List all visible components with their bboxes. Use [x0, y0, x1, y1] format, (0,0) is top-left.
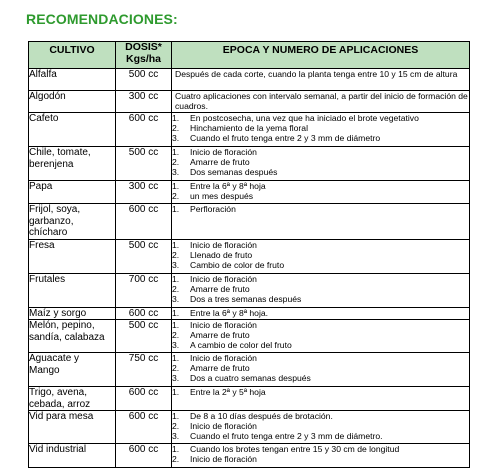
list-item: [172, 421, 469, 431]
list-item: [172, 113, 469, 123]
step-number: 2.: [172, 123, 180, 133]
list-item: [172, 373, 469, 383]
recommendations-table: [28, 41, 470, 468]
step-text: Entre la 2ª y 5ª hoja: [190, 387, 266, 397]
epoca-cell: [172, 91, 470, 113]
epoca-cell: [172, 387, 470, 411]
cultivo-line: Cafeto: [29, 113, 59, 124]
epoca-cell: [172, 181, 470, 204]
list-item: [172, 411, 469, 421]
cultivo-line: Aguacate y: [29, 353, 80, 364]
cultivo-line: Frutales: [29, 273, 66, 285]
step-text: Dos a tres semanas después: [190, 293, 302, 304]
step-number: 1.: [172, 113, 180, 123]
table-row: [29, 444, 470, 468]
step-number: 1.: [172, 387, 180, 397]
cultivo-cell: [29, 307, 116, 320]
step-number: 2.: [172, 283, 180, 294]
table-row: [29, 113, 470, 147]
list-item: [172, 320, 469, 330]
dosis-cell: 500 cc: [116, 147, 172, 181]
header-epoca: EPOCA Y NUMERO DE APLICACIONES: [172, 42, 470, 69]
step-text: Amarre de fruto: [190, 283, 250, 294]
step-number: 2.: [172, 330, 180, 340]
table-row: [29, 307, 470, 320]
step-text: Inicio de floración: [190, 147, 257, 157]
step-number: 3.: [172, 373, 180, 383]
step-number: 1.: [172, 353, 180, 363]
step-number: 2.: [172, 421, 180, 431]
header-cultivo: CULTIVO: [29, 42, 116, 69]
steps-list: [172, 308, 469, 318]
table-row: [29, 147, 470, 181]
page-title: RECOMENDACIONES:: [26, 11, 178, 27]
header-dosis-line1: DOSIS*: [125, 41, 162, 53]
table-row: [29, 69, 470, 91]
dosis-cell: 500 cc: [116, 239, 172, 273]
cultivo-line: Trigo, avena,: [29, 387, 87, 398]
steps-list: [172, 387, 469, 397]
list-item: [172, 274, 469, 284]
cultivo-line: sandía, calabaza: [29, 331, 105, 343]
epoca-cell: [172, 307, 470, 320]
steps-list: [172, 181, 469, 201]
step-text: En postcosecha, una vez que ha iniciado el brote vegetativo: [190, 113, 419, 123]
step-number: 1.: [172, 320, 180, 330]
cultivo-line: cebada, arroz: [29, 398, 91, 410]
cultivo-line: Chile, tomate,: [29, 147, 91, 158]
step-number: 1.: [172, 204, 180, 214]
list-item: [172, 260, 469, 270]
step-number: 3.: [172, 167, 180, 177]
step-text: Perfloración: [190, 204, 236, 214]
cultivo-cell: [29, 91, 116, 113]
step-text: Inicio de floración: [190, 353, 257, 363]
step-text: De 8 a 10 días después de brotación.: [190, 411, 333, 421]
step-text: Inicio de floración: [190, 320, 257, 330]
cultivo-line: Alfalfa: [29, 69, 57, 80]
step-number: 1.: [172, 273, 180, 284]
cultivo-line: Vid industrial: [29, 444, 87, 455]
table-row: [29, 411, 470, 444]
step-text: Llenado de fruto: [190, 249, 253, 260]
steps-list: [172, 113, 469, 143]
list-item: [172, 250, 469, 260]
cultivo-line: Melón, pepino,: [29, 320, 95, 331]
list-item: [172, 294, 469, 304]
table-row: [29, 273, 470, 307]
list-item: [172, 444, 469, 454]
dosis-cell: 500 cc: [116, 320, 172, 353]
step-text: un mes después: [190, 191, 254, 201]
list-item: [172, 240, 469, 250]
cultivo-cell: [29, 444, 116, 468]
cultivo-cell: [29, 204, 116, 240]
step-text: Amarre de fruto: [190, 363, 250, 373]
dosis-cell: 300 cc: [116, 181, 172, 204]
cultivo-line: Algodón: [29, 91, 66, 102]
steps-list: [172, 204, 469, 214]
cultivo-line: berenjena: [29, 158, 74, 170]
steps-list: [172, 240, 469, 270]
cultivo-line: Maíz y sorgo: [29, 307, 87, 319]
step-text: Inicio de floración: [190, 239, 257, 250]
step-number: 1.: [172, 147, 180, 157]
list-item: [172, 353, 469, 363]
table-row: [29, 320, 470, 353]
cultivo-cell: [29, 273, 116, 307]
dosis-cell: 600 cc: [116, 444, 172, 468]
list-item: [172, 454, 469, 464]
list-item: [172, 204, 469, 214]
step-number: 3.: [172, 259, 180, 270]
steps-list: [172, 147, 469, 177]
step-text: Dos semanas después: [190, 167, 278, 177]
cultivo-cell: [29, 411, 116, 444]
list-item: [172, 191, 469, 201]
step-number: 1.: [172, 411, 180, 421]
table-row: [29, 91, 470, 113]
step-number: 3.: [172, 133, 180, 143]
table-row: [29, 387, 470, 411]
step-text: Amarre de fruto: [190, 330, 250, 340]
step-text: Amarre de fruto: [190, 157, 250, 167]
epoca-cell: [172, 113, 470, 147]
cultivo-line: Papa: [29, 181, 53, 192]
list-item: [172, 181, 469, 191]
steps-list: [172, 444, 469, 464]
step-text: Cuando los brotes tengan entre 15 y 30 cm de longitud: [190, 444, 400, 454]
steps-list: [172, 353, 469, 383]
cultivo-line: Vid para mesa: [29, 411, 94, 422]
epoca-cell: [172, 411, 470, 444]
step-number: 2.: [172, 249, 180, 260]
cultivo-line: Mango: [29, 364, 60, 376]
step-number: 2.: [172, 157, 180, 167]
epoca-text: Después de cada corte, cuando la planta tenga entre 10 y 15 cm de altura: [175, 69, 458, 79]
step-text: Dos a cuatro semanas después: [190, 373, 311, 383]
cultivo-cell: [29, 387, 116, 411]
step-number: 2.: [172, 191, 180, 201]
header-dosis: [116, 42, 172, 69]
epoca-cell: [172, 147, 470, 181]
epoca-cell: [172, 69, 470, 91]
step-text: Cambio de color de fruto: [190, 259, 285, 270]
steps-list: [172, 274, 469, 304]
step-number: 1.: [172, 444, 180, 454]
list-item: [172, 363, 469, 373]
step-number: 2.: [172, 363, 180, 373]
table-row: [29, 353, 470, 387]
steps-list: [172, 411, 469, 441]
step-text: Inicio de floración: [190, 454, 257, 464]
step-text: A cambio de color del fruto: [190, 340, 292, 350]
step-number: 1.: [172, 181, 180, 191]
cultivo-line: chícharo: [29, 227, 68, 238]
cultivo-cell: [29, 353, 116, 387]
dosis-cell: 500 cc: [116, 69, 172, 91]
dosis-cell: 700 cc: [116, 273, 172, 307]
header-dosis-line2: Kgs/ha: [125, 52, 161, 65]
cultivo-line: Frijol, soya,: [29, 204, 81, 215]
step-text: Entre la 6ª y 8ª hoja: [190, 181, 266, 191]
list-item: [172, 340, 469, 350]
cultivo-cell: [29, 69, 116, 91]
step-text: Hinchamiento de la yema floral: [190, 123, 308, 133]
step-text: Inicio de floración: [190, 421, 257, 431]
step-number: 1.: [172, 307, 180, 318]
list-item: [172, 157, 469, 167]
step-text: Inicio de floración: [190, 273, 257, 284]
table-row: [29, 239, 470, 273]
list-item: [172, 284, 469, 294]
list-item: [172, 133, 469, 143]
epoca-cell: [172, 239, 470, 273]
table-row: [29, 204, 470, 240]
dosis-cell: 600 cc: [116, 307, 172, 320]
list-item: [172, 431, 469, 441]
list-item: [172, 123, 469, 133]
cultivo-line: Fresa: [29, 239, 55, 251]
table-header-row: [29, 42, 470, 69]
cultivo-line: garbanzo,: [29, 215, 74, 227]
dosis-cell: 600 cc: [116, 204, 172, 240]
step-number: 3.: [172, 431, 180, 441]
dosis-cell: 300 cc: [116, 91, 172, 113]
epoca-cell: [172, 353, 470, 387]
step-number: 2.: [172, 454, 180, 464]
list-item: [172, 387, 469, 397]
step-text: Entre la 6ª y 8ª hoja.: [190, 307, 269, 318]
epoca-cell: [172, 444, 470, 468]
cultivo-cell: [29, 181, 116, 204]
steps-list: [172, 320, 469, 350]
step-number: 3.: [172, 293, 180, 304]
dosis-cell: 600 cc: [116, 113, 172, 147]
epoca-text: Cuatro aplicaciones con intervalo semanal, a partir del inicio de formación de cuadros.: [175, 91, 468, 111]
epoca-cell: [172, 204, 470, 240]
dosis-cell: 600 cc: [116, 411, 172, 444]
step-text: Cuando el fruto tenga entre 2 y 3 mm de diámetro: [190, 133, 381, 143]
list-item: [172, 308, 469, 318]
epoca-cell: [172, 273, 470, 307]
dosis-cell: 750 cc: [116, 353, 172, 387]
cultivo-cell: [29, 113, 116, 147]
table-body: [29, 69, 470, 468]
cultivo-cell: [29, 239, 116, 273]
cultivo-cell: [29, 320, 116, 353]
step-text: Cuando el fruto tenga entre 2 y 3 mm de diámetro.: [190, 431, 383, 441]
step-number: 3.: [172, 340, 180, 350]
cultivo-cell: [29, 147, 116, 181]
dosis-cell: 600 cc: [116, 387, 172, 411]
list-item: [172, 167, 469, 177]
list-item: [172, 330, 469, 340]
list-item: [172, 147, 469, 157]
table-row: [29, 181, 470, 204]
step-number: 1.: [172, 239, 180, 250]
epoca-cell: [172, 320, 470, 353]
